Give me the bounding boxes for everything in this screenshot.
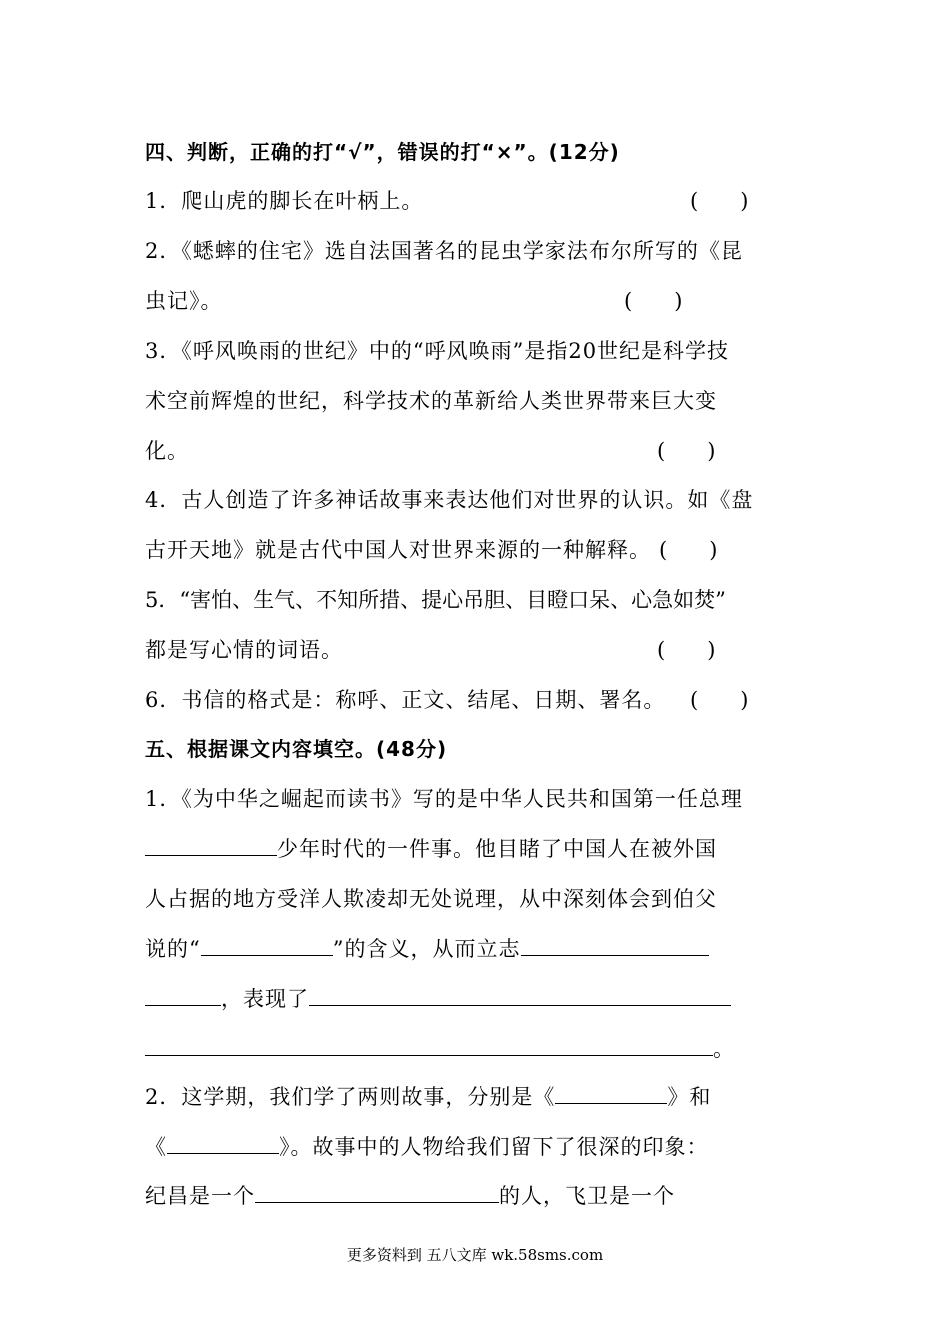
fill-question-1-line-4: 说的“ ”的含义，从而立志	[145, 935, 709, 963]
blank-story-2[interactable]	[167, 1133, 279, 1154]
judge-question-6: 6．书信的格式是：称呼、正文、结尾、日期、署名。	[145, 688, 666, 712]
judge-question-5-line-2: 都是写心情的词语。	[145, 638, 343, 662]
blank-expression-1[interactable]	[309, 985, 731, 1006]
section-4-title: 四、判断，正确的打“√”，错误的打“×”。(12分)	[145, 140, 620, 164]
blank-jichang-trait[interactable]	[255, 1182, 499, 1203]
blank-uncle-quote[interactable]	[201, 935, 333, 956]
judge-question-4-line-1: 4．古人创造了许多神话故事来表达他们对世界的认识。如《盘	[145, 488, 754, 512]
judge-question-1: 1．爬山虎的脚长在叶柄上。	[145, 189, 424, 213]
judge-question-2-line-1: 2．《蟋蟀的住宅》选自法国著名的昆虫学家法布尔所写的《昆	[145, 239, 743, 263]
judge-question-4-line-2: 古开天地》就是古代中国人对世界来源的一种解释。	[145, 538, 651, 562]
fill-question-1-line-1: 1．《为中华之崛起而读书》写的是中华人民共和国第一任总理	[145, 787, 743, 811]
answer-paren-2: ( )	[624, 289, 683, 313]
judge-question-3-line-2: 术空前辉煌的世纪，科学技术的革新给人类世界带来巨大变	[145, 389, 717, 413]
blank-ambition-2[interactable]	[145, 985, 221, 1006]
fill-question-2-line-3: 纪昌是一个 的人，飞卫是一个	[145, 1184, 675, 1208]
fill-question-1-line-6: 。	[145, 1035, 735, 1063]
footer-watermark: 更多资料到 五八文库 wk.58sms.com	[346, 1246, 604, 1264]
answer-paren-3: ( )	[657, 439, 716, 463]
judge-question-3-line-3: 化。	[145, 439, 189, 463]
answer-paren-1: ( )	[690, 189, 749, 213]
blank-expression-2[interactable]	[145, 1035, 713, 1056]
judge-question-5-line-1: 5．“害怕、生气、不知所措、提心吊胆、目瞪口呆、心急如焚”	[145, 588, 726, 612]
judge-question-3-line-1: 3．《呼风唤雨的世纪》中的“呼风唤雨”是指20世纪是科学技	[145, 339, 730, 363]
blank-ambition-1[interactable]	[521, 935, 709, 956]
fill-question-1-line-3: 人占据的地方受洋人欺凌却无处说理，从中深刻体会到伯父	[145, 887, 717, 911]
answer-paren-5: ( )	[657, 638, 716, 662]
section-5-title: 五、根据课文内容填空。(48分)	[145, 737, 448, 761]
blank-story-1[interactable]	[555, 1083, 667, 1104]
fill-question-2-line-2: 《 》。故事中的人物给我们留下了很深的印象：	[145, 1135, 709, 1159]
blank-premier-name[interactable]	[145, 835, 277, 856]
fill-question-2-line-1: 2．这学期，我们学了两则故事，分别是《 》和	[145, 1085, 712, 1109]
answer-paren-4: ( )	[659, 538, 718, 562]
answer-paren-6: ( )	[690, 688, 749, 712]
fill-question-1-line-2: 少年时代的一件事。他目睹了中国人在被外国	[145, 835, 717, 863]
judge-question-2-line-2: 虫记》。	[145, 289, 223, 313]
fill-question-1-line-5: ，表现了	[145, 985, 731, 1013]
